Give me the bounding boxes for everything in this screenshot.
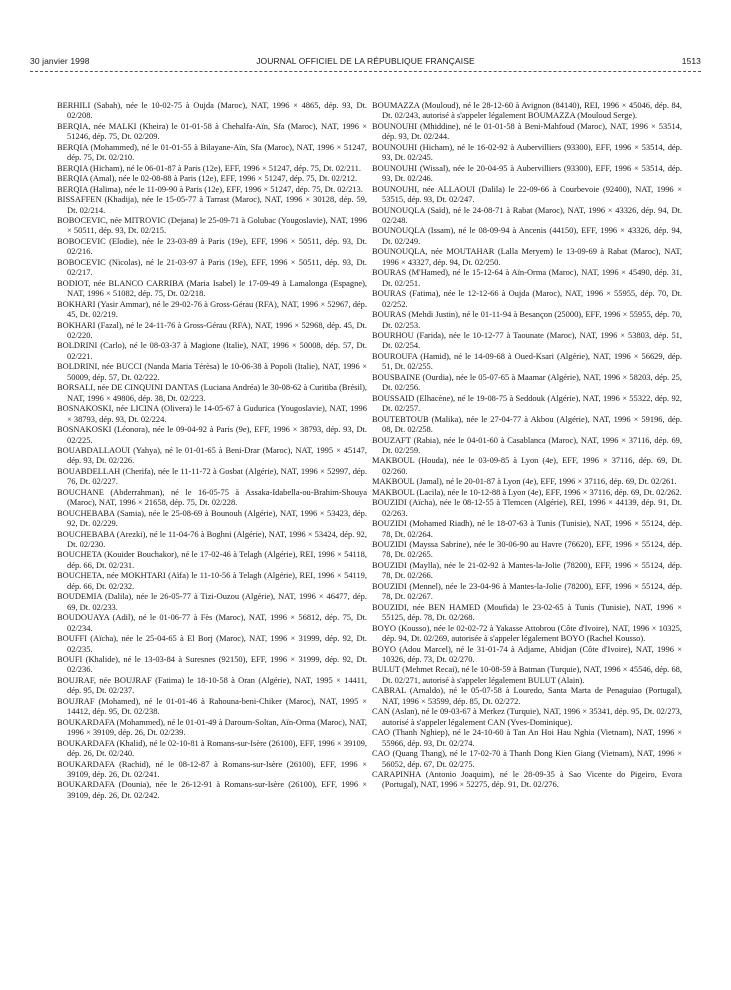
register-entry: BERQIA (Mohammed), né le 01-01-55 à Bilayane-Aïn, Sfa (Maroc), NAT, 1996 × 51247, dép. 75, Dt. 02/210. — [57, 141, 367, 163]
register-entry: BORSALI, née DE CINQUINI DANTAS (Luciana Andréa) le 30-08-62 à Curitiba (Brésil), NAT, 1996 × 49806, dép. 38, Dt. 02/223. — [57, 382, 367, 403]
register-entry: BOUABDELLAH (Cherifa), née le 11-11-72 à Gosbat (Algérie), NAT, 1996 × 52997, dép. 76, Dt. 02/227. — [57, 465, 367, 487]
register-entry: BOYO (Kousso), née le 02-02-72 à Yakasse Attobrou (Côte d'Ivoire), NAT, 1996 × 10325, dép. 94, Dt. 02/269, autorisée à s'appeler légalement BOYO (Rachel Kousso). — [372, 622, 682, 644]
register-entry: BOLDRINI (Carlo), né le 08-03-37 à Magione (Italie), NAT, 1996 × 50008, dép. 57, Dt. 02/221. — [57, 340, 367, 361]
register-entry: BOUKARDAFA (Rachid), né le 08-12-87 à Romans-sur-Isère (26100), EFF, 1996 × 39109, dép. 26, Dt. 02/241. — [57, 758, 367, 779]
register-entry: BOUMAZZA (Mouloud), né le 28-12-60 à Avignon (84140), REI, 1996 × 45046, dép. 84, Dt. 02/243, autorisé à s'appeler légalement BOUMAZZA (Mouloud Serge). — [372, 100, 682, 121]
register-entry: BOUCHEBABA (Samia), née le 25-08-69 à Bounouh (Algérie), NAT, 1996 × 53423, dép. 92, Dt. 02/229. — [57, 507, 367, 529]
register-entry: BERQIA (Amal), née le 02-08-88 à Paris (12e), EFF, 1996 × 51247, dép. 75, Dt. 02/212. — [57, 173, 358, 184]
register-entry: BOUZAFT (Rabia), née le 04-01-60 à Casablanca (Maroc), NAT, 1996 × 37116, dép. 69, Dt. 02/259. — [372, 434, 682, 455]
register-entry: BOUKARDAFA (Mohammed), né le 01-01-49 à Daroum-Soltan, Aïn-Orma (Maroc), NAT, 1996 × 39109, dép. 26, Dt. 02/239. — [57, 716, 367, 738]
register-entry: BODIOT, née BLANCO CARRIBA (Maria Isabel) le 17-09-49 à Lamalonga (Espagne), NAT, 1996 × 51082, dép. 75, Dt. 02/218. — [57, 277, 367, 299]
register-entry: BOUDOUAYA (Adil), né le 01-06-77 à Fès (Maroc), NAT, 1996 × 56812, dép. 75, Dt. 02/234. — [57, 612, 367, 633]
register-entry: BOUSSAID (Elhacène), né le 19-08-75 à Seddouk (Algérie), NAT, 1996 × 55322, dép. 92, Dt. 02/257. — [372, 392, 682, 414]
register-entry: BERQIA (Halima), née le 11-09-90 à Paris (12e), EFF, 1996 × 51247, dép. 75, Dt. 02/213. — [57, 183, 363, 194]
register-entry: BOURAS (Fatima), née le 12-12-66 à Oujda (Maroc), NAT, 1996 × 55955, dép. 70, Dt. 02/252. — [372, 288, 682, 309]
register-entry: BOBOCEVIC (Nicolas), né le 21-03-97 à Paris (19e), EFF, 1996 × 50511, dép. 93, Dt. 02/217. — [57, 256, 367, 278]
register-entry: BOUNOUHI, née ALLAOUI (Dalila) le 22-09-66 à Courbevoie (92400), NAT, 1996 × 53515, dép. 93, Dt. 02/247. — [372, 183, 682, 205]
register-entry: BOBOCEVIC (Elodie), née le 23-03-89 à Paris (19e), EFF, 1996 × 50511, dép. 93, Dt. 02/216. — [57, 235, 367, 257]
register-entry: BOUROUFA (Hamid), né le 14-09-68 à Oued-Ksari (Algérie), NAT, 1996 × 56629, dép. 51, Dt. 02/255. — [372, 350, 682, 372]
register-entry: BOUNOUQLA (Issam), né le 08-09-94 à Ancenis (44150), EFF, 1996 × 43326, dép. 94, Dt. 02/249. — [372, 225, 682, 246]
header-page-number: 1513 — [681, 56, 701, 66]
register-entry: BOUFI (Khalide), né le 13-03-84 à Suresnes (92150), EFF, 1996 × 31999, dép. 92, Dt. 02/236. — [57, 654, 367, 675]
register-entry: BOURHOU (Farida), née le 10-12-77 à Taounate (Maroc), NAT, 1996 × 53803, dép. 51, Dt. 02/254. — [372, 329, 682, 351]
register-entry: BOUKARDAFA (Khalid), né le 02-10-81 à Romans-sur-Isère (26100), EFF, 1996 × 39109, dép. 26, Dt. 02/240. — [57, 737, 367, 759]
register-entry: CABRAL (Arnaldo), né le 05-07-58 à Louredo, Santa Marta de Penaguiao (Portugal), NAT, 1996 × 53599, dép. 85, Dt. 02/272. — [372, 685, 682, 706]
register-entry: BOUTEBTOUB (Malika), née le 27-04-77 à Akbou (Algérie), NAT, 1996 × 59196, dép. 08, Dt. 02/258. — [372, 413, 682, 435]
register-entry: BOYO (Adou Marcel), né le 31-01-74 à Adjame, Abidjan (Côte d'Ivoire), NAT, 1996 × 10326, dép. 73, Dt. 02/270. — [372, 643, 682, 665]
register-entry: BOUNOUHI (Mhiddine), né le 01-01-58 à Beni-Mahfoud (Maroc), NAT, 1996 × 53514, dép. 93, Dt. 02/244. — [372, 120, 682, 142]
right-column — [372, 100, 682, 790]
register-entry: BOUZIDI (Mayssa Sabrine), née le 30-06-90 au Havre (76620), EFF, 1996 × 55124, dép. 78, Dt. 02/265. — [372, 539, 682, 560]
register-entry: BERHILI (Sabah), née le 10-02-75 à Oujda (Maroc), NAT, 1996 × 4865, dép. 93, Dt. 02/208. — [57, 100, 367, 121]
register-entry: BERQIA (Hicham), né le 06-01-87 à Paris (12e), EFF, 1996 × 51247, dép. 75, Dt. 02/211. — [57, 162, 361, 173]
register-entry: BOKHARI (Yasir Ammar), né le 29-02-76 à Gross-Gérau (RFA), NAT, 1996 × 52967, dép. 45, Dt. 02/219. — [57, 298, 367, 320]
register-entry: BOLDRINI, née BUCCI (Nanda Maria Térèsa) le 10-06-38 à Popoli (Italie), NAT, 1996 × 50009, dép. 57, Dt. 02/222. — [57, 361, 367, 382]
register-entry: CAN (Aslan), né le 09-03-67 à Merkez (Turquie), NAT, 1996 × 35341, dép. 95, Dt. 02/273, autorisé à s'appeler légalement CAN (Yves-Dominique). — [372, 706, 682, 727]
register-entry: BOUCHANE (Abderrahman), né le 16-05-75 à Assaka-Idabella-ou-Brahim-Shouya (Maroc), NAT, 1996 × 21658, dép. 75, Dt. 02/228. — [57, 486, 367, 508]
register-entry: BOUZIDI (Maylla), née le 21-02-92 à Mantes-la-Jolie (78200), EFF, 1996 × 55124, dép. 78, Dt. 02/266. — [372, 559, 682, 581]
header-rule — [30, 71, 701, 72]
register-entry: BOURAS (Mehdi Justin), né le 01-11-94 à Besançon (25000), EFF, 1996 × 55955, dép. 70, Dt. 02/253. — [372, 309, 682, 330]
register-entry: BOUZIDI, née BEN HAMED (Moufida) le 23-02-65 à Tunis (Tunisie), NAT, 1996 × 55125, dép. 78, Dt. 02/268. — [372, 601, 682, 623]
register-entry: MAKBOUL (Lacila), née le 10-12-88 à Lyon (4e), EFF, 1996 × 37116, dép. 69, Dt. 02/262. — [372, 486, 682, 497]
left-column — [57, 100, 367, 800]
register-entry: BOUKARDAFA (Dounia), née le 26-12-91 à Romans-sur-Isère (26100), EFF, 1996 × 39109, dép. 26, Dt. 02/242. — [57, 779, 367, 800]
register-entry: BOUFFI (Aïcha), née le 25-04-65 à El Borj (Maroc), NAT, 1996 × 31999, dép. 92, Dt. 02/235. — [57, 633, 367, 654]
register-entry: CARAPINHA (Antonio Joaquim), né le 28-09-35 à Sao Vicente do Pigeiro, Evora (Portugal), NAT, 1996 × 52275, dép. 91, Dt. 02/276. — [372, 769, 682, 790]
register-entry: BOSNAKOSKI, née LICINA (Olivera) le 14-05-67 à Gudurica (Yougoslavie), NAT, 1996 × 38793, dép. 93, Dt. 02/224. — [57, 403, 367, 424]
header-date: 30 janvier 1998 — [30, 56, 90, 66]
register-entry: BOUCHEBABA (Arezki), né le 11-04-76 à Boghni (Algérie), NAT, 1996 × 53424, dép. 92, Dt. 02/230. — [57, 528, 367, 550]
register-entry: BERQIA, née MALKI (Kheira) le 01-01-58 à Chehalfa-Aïn, Sfa (Maroc), NAT, 1996 × 51246, dép. 75, Dt. 02/209. — [57, 120, 367, 142]
register-entry: BOUJRAF, née BOUJRAF (Fatima) le 18-10-58 à Oran (Algérie), NAT, 1995 × 14411, dép. 95, Dt. 02/237. — [57, 674, 367, 696]
register-entry: BOUNOUHI (Wissal), née le 20-04-95 à Aubervilliers (93300), EFF, 1996 × 53514, dép. 93, Dt. 02/246. — [372, 162, 682, 184]
register-entry: BOSNAKOSKI (Léonora), née le 09-04-92 à Paris (9e), EFF, 1996 × 38793, dép. 93, Dt. 02/225. — [57, 424, 367, 445]
register-entry: BOUCHETA (Kouider Bouchakor), né le 17-02-46 à Telagh (Algérie), REI, 1996 × 54118, dép. 66, Dt. 02/231. — [57, 549, 367, 570]
register-entry: BOUNOUHI (Hicham), né le 16-02-92 à Aubervilliers (93300), EFF, 1996 × 53514, dép. 93, Dt. 02/245. — [372, 141, 682, 163]
register-entry: MAKBOUL (Jamal), né le 20-01-87 à Lyon (4e), EFF, 1996 × 37116, dép. 69, Dt. 02/261. — [372, 476, 677, 487]
register-entry: BOUCHETA, née MOKHTARI (Aïfa) le 11-10-56 à Telagh (Algérie), REI, 1996 × 54119, dép. 66, Dt. 02/232. — [57, 570, 367, 591]
register-entry: BOUZIDI (Aïcha), née le 08-12-55 à Tlemcen (Algérie), REI, 1996 × 44139, dép. 91, Dt. 02/263. — [372, 497, 682, 518]
register-entry: BOUABDALLAOUI (Yahya), né le 01-01-65 à Beni-Drar (Maroc), NAT, 1995 × 45147, dép. 93, Dt. 02/226. — [57, 444, 367, 466]
register-entry: BOUJRAF (Mohamed), né le 01-01-46 à Rahouna-beni-Chiker (Maroc), NAT, 1995 × 14412, dép. 95, Dt. 02/238. — [57, 695, 367, 717]
register-entry: BOKHARI (Fazal), né le 24-11-76 à Gross-Gérau (RFA), NAT, 1996 × 52968, dép. 45, Dt. 02/220. — [57, 319, 367, 340]
register-entry: BOURAS (M'Hamed), né le 15-12-64 à Aïn-Orma (Maroc), NAT, 1996 × 45490, dép. 31, Dt. 02/251. — [372, 267, 682, 288]
register-entry: BOUZIDI (Mohamed Riadh), né le 18-07-63 à Tunis (Tunisie), NAT, 1996 × 55124, dép. 78, Dt. 02/264. — [372, 518, 682, 539]
register-entry: BOBOCEVIC, née MITROVIC (Dejana) le 25-09-71 à Golubac (Yougoslavie), NAT, 1996 × 50511, dép. 93, Dt. 02/215. — [57, 214, 367, 236]
register-entry: BISSAFFEN (Khadija), née le 15-05-77 à Tarrast (Maroc), NAT, 1996 × 30128, dép. 59, Dt. 02/214. — [57, 194, 367, 215]
register-entry: CAO (Thanh Nghiep), né le 24-10-60 à Tan An Hoi Hau Nghia (Vietnam), NAT, 1996 × 55966, dép. 93, Dt. 02/274. — [372, 727, 682, 748]
register-entry: MAKBOUL (Houda), née le 03-09-85 à Lyon (4e), EFF, 1996 × 37116, dép. 69, Dt. 02/260. — [372, 455, 682, 476]
header-title: JOURNAL OFFICIEL DE LA RÉPUBLIQUE FRANÇAISE — [256, 56, 475, 66]
register-entry: BOUDEMIA (Dalila), née le 26-05-77 à Tizi-Ouzou (Algérie), NAT, 1996 × 46477, dép. 69, Dt. 02/233. — [57, 591, 367, 612]
register-entry: CAO (Quang Thang), né le 17-02-70 à Thanh Dong Kien Giang (Vietnam), NAT, 1996 × 56052, dép. 67, Dt. 02/275. — [372, 748, 682, 769]
register-entry: BULUT (Mehmet Recai), né le 10-08-59 à Batman (Turquie), NAT, 1996 × 45546, dép. 68, Dt. 02/271, autorisé à s'appeler légalement BULUT (Alain). — [372, 664, 682, 685]
page-header — [30, 56, 701, 70]
register-entry: BOUNOUQLA (Saïd), né le 24-08-71 à Rabat (Maroc), NAT, 1996 × 43326, dép. 94, Dt. 02/248. — [372, 204, 682, 225]
register-entry: BOUNOUQLA, née MOUTAHAR (Lalla Meryem) le 13-09-69 à Rabat (Maroc), NAT, 1996 × 43327, dép. 94, Dt. 02/250. — [372, 246, 682, 267]
register-entry: BOUSBAINE (Ourdia), née le 05-07-65 à Maamar (Algérie), NAT, 1996 × 58203, dép. 25, Dt. 02/256. — [372, 371, 682, 393]
register-entry: BOUZIDI (Mennel), née le 23-04-96 à Mantes-la-Jolie (78200), EFF, 1996 × 55124, dép. 78, Dt. 02/267. — [372, 580, 682, 602]
